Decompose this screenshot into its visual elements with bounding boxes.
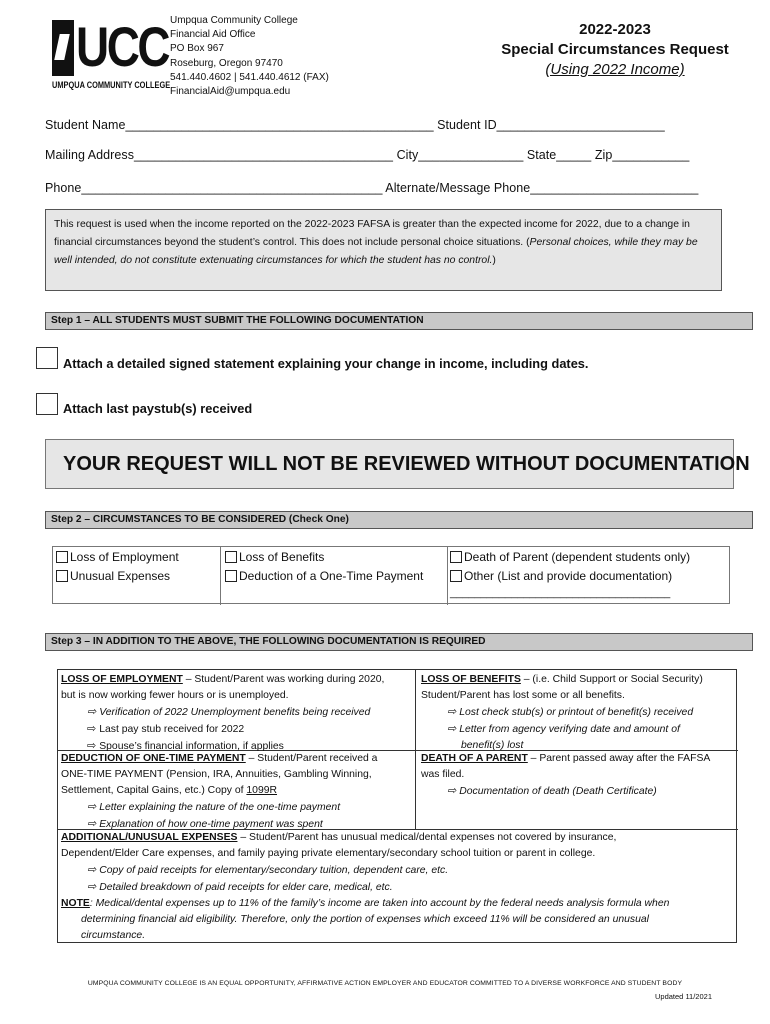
checkbox-icon[interactable] xyxy=(56,570,68,582)
intro-box xyxy=(45,209,722,291)
ucc-logo xyxy=(52,15,171,96)
city-state: Roseburg, Oregon 97470 xyxy=(170,57,283,69)
deduction-cell: DEDUCTION OF ONE-TIME PAYMENT – Student/Parent received a ONE-TIME PAYMENT (Pension, IRA, Annuities, Gambling Winning, Settlement, Capital Gains, etc.) Copy of 1099R ⇨ Letter explaining the nature of the one-time payment ⇨ Explanation of how one-time payment was spent xyxy=(61,753,378,830)
arrow-right-icon: ⇨ xyxy=(87,723,97,735)
form-title: Special Circumstances Request xyxy=(501,41,729,58)
form-year: 2022-2023 xyxy=(579,21,651,38)
address-fields[interactable]: Mailing Address_____________________________________ City_______________ State_____ Zip___________ xyxy=(45,148,690,162)
option-death-parent[interactable]: Death of Parent (dependent students only) xyxy=(450,550,690,564)
checkbox-icon[interactable] xyxy=(225,570,237,582)
phone-fields[interactable]: Phone___________________________________________ Alternate/Message Phone________________________ xyxy=(45,181,699,195)
documentation-table xyxy=(57,669,737,943)
college-name: Umpqua Community College xyxy=(170,15,298,26)
attach-statement-checkbox[interactable] xyxy=(36,347,58,369)
arrow-right-icon: ⇨ xyxy=(87,706,97,718)
logo-letters: UCC xyxy=(76,15,169,78)
checkbox-icon[interactable] xyxy=(56,551,68,563)
option-unusual-expenses[interactable]: Unusual Expenses xyxy=(56,569,170,583)
death-parent-cell: DEATH OF A PARENT – Parent passed away after the FAFSA was filed. ⇨ Documentation of death (Death Certificate) xyxy=(421,753,711,797)
office-name: Financial Aid Office xyxy=(170,29,256,41)
step3-header: Step 3 – IN ADDITION TO THE ABOVE, THE FOLLOWING DOCUMENTATION IS REQUIRED xyxy=(45,633,753,651)
logo-mark-icon xyxy=(52,20,74,76)
name-id-fields[interactable]: Student Name____________________________________________ Student ID________________________ xyxy=(45,118,665,132)
updated-date: Updated 11/2021 xyxy=(655,992,712,1001)
checkbox-icon[interactable] xyxy=(225,551,237,563)
option-loss-benefits[interactable]: Loss of Benefits xyxy=(225,550,324,564)
intro-italic: Personal choices, while they may be well intended, do not constitute extenuating circumstances for which the student has no control. xyxy=(54,237,698,266)
intro-end: ) xyxy=(492,255,496,266)
checkbox-icon[interactable] xyxy=(450,570,462,582)
intro-text: This request is used when the income reported on the 2022-2023 FAFSA is greater than the expected income for 2022, due to a change in financial circumstances beyond the student’s control. This does not include personal choice situations. ( xyxy=(54,219,690,248)
phone-fax: 541.440.4602 | 541.440.4612 (FAX) xyxy=(170,71,329,83)
arrow-right-icon: ⇨ xyxy=(87,864,97,876)
logo-subtitle: UMPQUA COMMUNITY COLLEGE xyxy=(52,80,171,91)
attach-paystub-label: Attach last paystub(s) received xyxy=(63,401,253,416)
arrow-right-icon: ⇨ xyxy=(447,723,457,735)
form-title-block xyxy=(470,20,760,80)
arrow-right-icon: ⇨ xyxy=(87,881,97,893)
option-one-time-payment[interactable]: Deduction of a One-Time Payment xyxy=(225,569,423,583)
other-input-line[interactable]: ____________________________________ xyxy=(450,587,671,599)
arrow-right-icon: ⇨ xyxy=(447,706,457,718)
arrow-right-icon: ⇨ xyxy=(87,801,97,813)
arrow-right-icon: ⇨ xyxy=(447,785,457,797)
checkbox-icon[interactable] xyxy=(450,551,462,563)
additional-expenses-cell: ADDITIONAL/UNUSUAL EXPENSES – Student/Parent has unusual medical/dental expenses not covered by insurance, Dependent/Elder Care expenses, and family paying private elementary/secondary school tuition or parent in college. ⇨ Copy of paid receipts for elementary/secondary tuition, dependent care, etc. ⇨ Detailed breakdown of paid receipts for elder care, medical, etc. NOTE: Medical/dental expenses up to 11% of the family’s income are taken into account by the federal needs analysis formula when determining financial aid eligibility. Therefore, only the portion of expenses which exceed 11% will be considered an unusual circumstance. xyxy=(61,832,670,941)
documentation-warning: YOUR REQUEST WILL NOT BE REVIEWED WITHOUT DOCUMENTATION xyxy=(45,439,734,489)
arrow-right-icon: ⇨ xyxy=(87,818,97,830)
po-box: PO Box 967 xyxy=(170,43,224,55)
attach-paystub-checkbox[interactable] xyxy=(36,393,58,415)
loss-benefits-cell: LOSS OF BENEFITS – (i.e. Child Support or Social Security) Student/Parent has lost some or all benefits. ⇨ Lost check stub(s) or printout of benefit(s) received ⇨ Letter from agency verifying date and amount of benefit(s) lost xyxy=(421,674,703,751)
step2-header: Step 2 – CIRCUMSTANCES TO BE CONSIDERED (Check One) xyxy=(45,511,753,529)
form-subtitle: (Using 2022 Income) xyxy=(545,61,685,78)
circumstances-table xyxy=(52,546,730,604)
arrow-right-icon: ⇨ xyxy=(87,740,97,752)
note-label: NOTE xyxy=(61,898,90,909)
option-other[interactable]: Other (List and provide documentation) xyxy=(450,569,672,583)
footer-eeo: UMPQUA COMMUNITY COLLEGE IS AN EQUAL OPPORTUNITY, AFFIRMATIVE ACTION EMPLOYER AND EDUCATOR COMMITTED TO A DIVERSE WORKFORCE AND STUDENT BODY xyxy=(87,980,683,987)
email: FinancialAid@umpqua.edu xyxy=(170,86,291,98)
college-contact xyxy=(170,14,329,99)
loss-employment-cell: LOSS OF EMPLOYMENT – Student/Parent was working during 2020, but is now working fewer hours or is unemployed. ⇨ Verification of 2022 Unemployment benefits being received ⇨ Last pay stub received for 2022 ⇨ Spouse’s financial information, if applies xyxy=(61,674,385,752)
option-loss-employment[interactable]: Loss of Employment xyxy=(56,550,179,564)
step1-header: Step 1 – ALL STUDENTS MUST SUBMIT THE FOLLOWING DOCUMENTATION xyxy=(45,312,753,330)
attach-statement-label: Attach a detailed signed statement explaining your change in income, including dates. xyxy=(63,356,589,371)
